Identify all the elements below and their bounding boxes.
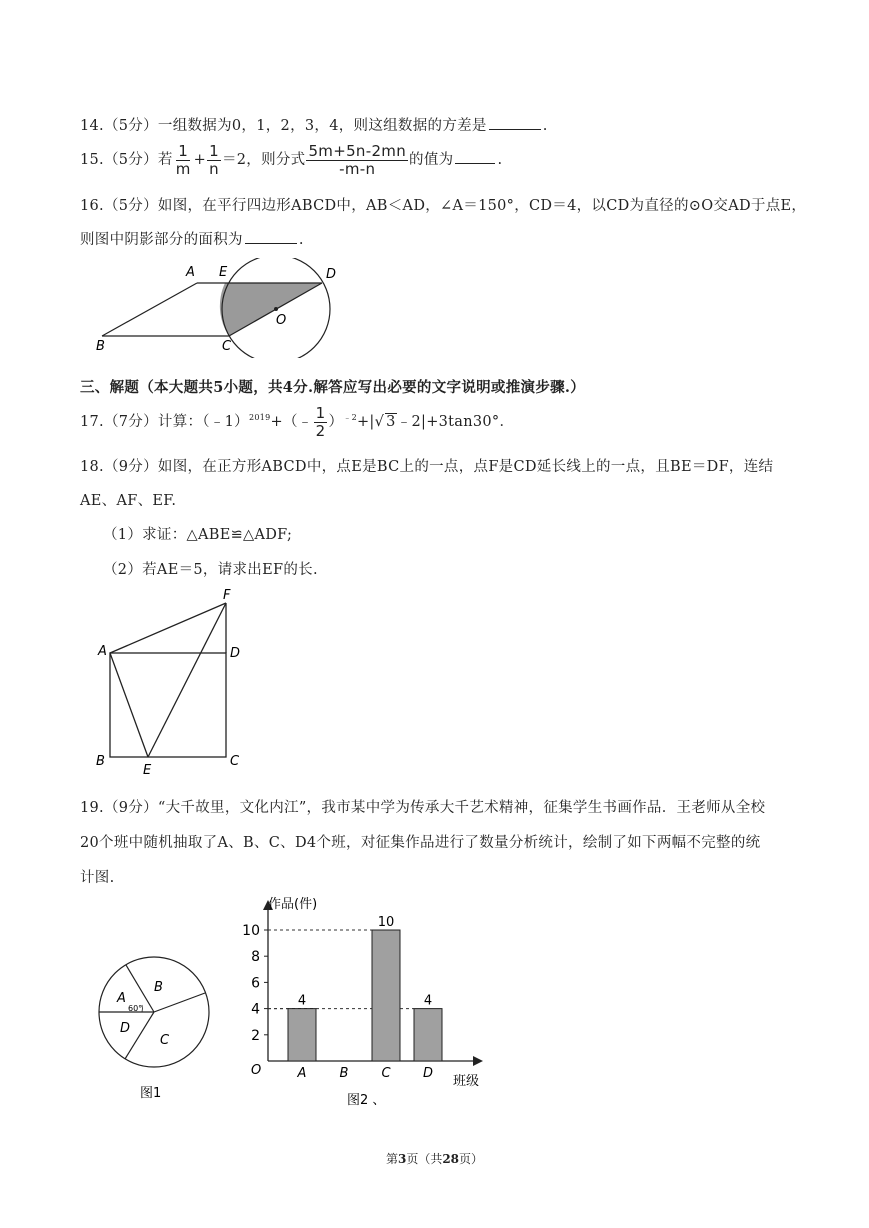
bar-A bbox=[288, 1009, 316, 1061]
q17-exponent-2: ﹣2 bbox=[343, 413, 357, 423]
question-18-line1 bbox=[80, 455, 773, 476]
q18-figure bbox=[90, 585, 260, 780]
bar-chart bbox=[235, 888, 500, 1110]
q16-label-c: C bbox=[222, 339, 232, 354]
q18-text-2: AE、AF、EF. bbox=[80, 493, 177, 509]
q15-answer-blank[interactable] bbox=[455, 149, 495, 165]
q18-segment-af bbox=[110, 603, 226, 653]
q18-subquestion-2: （2）若AE＝5，请求出EF的长. bbox=[103, 562, 318, 578]
q14-text: 一组数据为0，1，2，3，4，则这组数据的方差是 bbox=[157, 118, 487, 134]
q18-label-d: D bbox=[230, 646, 241, 661]
q16-label-d: D bbox=[326, 267, 337, 282]
footer-middle: 页（共 bbox=[406, 1152, 443, 1166]
pie-radius-2 bbox=[154, 993, 205, 1012]
question-19-line2 bbox=[80, 831, 760, 852]
q16-shaded-region bbox=[220, 283, 322, 336]
q17-text-4: +| bbox=[356, 414, 375, 430]
x-tick-label-D: D bbox=[422, 1066, 434, 1081]
q14-end: . bbox=[542, 118, 548, 134]
q17-number: 17. bbox=[80, 414, 104, 430]
x-tick-label-B: B bbox=[339, 1066, 349, 1081]
pie-label-d: D bbox=[120, 1021, 131, 1036]
q14-number: 14. bbox=[80, 118, 104, 134]
y-tick-label-6: 6 bbox=[251, 975, 260, 992]
q18-segment-ae bbox=[110, 653, 148, 757]
q18-label-b: B bbox=[96, 754, 105, 769]
q15-score: （5分） bbox=[103, 152, 158, 168]
q19-text-3: 计图. bbox=[80, 870, 115, 886]
pie-label-b: B bbox=[154, 980, 163, 995]
pie-caption: 图1 bbox=[140, 1086, 162, 1101]
question-19-line3 bbox=[80, 866, 115, 887]
q16-label-e: E bbox=[219, 265, 228, 280]
q16-text-2: 则图中阴影部分的面积为 bbox=[80, 232, 243, 248]
bar-chart-marks bbox=[242, 915, 442, 1081]
q16-figure bbox=[90, 258, 350, 358]
q18-score: （9分） bbox=[103, 459, 158, 475]
q15-fraction-1: $\frac{1}{m}$ bbox=[175, 142, 191, 178]
question-14 bbox=[80, 114, 548, 135]
q18-square-abcd bbox=[110, 653, 226, 757]
x-axis-arrow-icon bbox=[473, 1056, 483, 1066]
q16-text-1: 如图，在平行四边形ABCD中，AB＜AD，∠A＝150°，CD＝4，以CD为直径的⊙O交AD于点E， bbox=[157, 198, 807, 214]
q18-subquestion-1: （1）求证：△ABE≌△ADF; bbox=[103, 527, 293, 543]
pie-figure bbox=[92, 955, 217, 1105]
question-18-line2 bbox=[80, 489, 176, 510]
q15-fraction-3: $\frac{5m+5n-2mn}{-m-n}$ bbox=[308, 142, 407, 178]
q17-text-5: ﹣2|+3tan30°． bbox=[396, 414, 515, 430]
bar-chart-y-label: 作品(件) bbox=[268, 897, 318, 912]
footer-prefix: 第 bbox=[385, 1152, 398, 1166]
y-tick-label-8: 8 bbox=[251, 949, 260, 966]
q18-number: 18. bbox=[80, 459, 104, 475]
q14-answer-blank[interactable] bbox=[489, 115, 541, 131]
x-tick-label-A: A bbox=[297, 1066, 307, 1081]
q15-tail: 的值为 bbox=[409, 152, 454, 168]
section-3-title: 三、解题（本大题共5小题，共4分.解答应写出必要的文字说明或推演步骤.） bbox=[80, 379, 586, 396]
q19-text-1: “大千故里，文化内江”，我市某中学为传承大千艺术精神，征集学生书画作品．王老师从全校 bbox=[157, 800, 766, 816]
question-18-sub1 bbox=[103, 523, 292, 544]
q15-number: 15. bbox=[80, 152, 104, 168]
q19-number: 19. bbox=[80, 800, 104, 816]
q18-segment-ef bbox=[148, 603, 226, 757]
data-label-A: 4 bbox=[297, 993, 307, 1009]
q16-center-dot bbox=[274, 307, 278, 311]
q17-sqrt-value: 3 bbox=[386, 414, 396, 430]
pie-label-a: A bbox=[117, 991, 126, 1006]
q15-if: 若 bbox=[157, 152, 173, 168]
q14-score: （5分） bbox=[103, 118, 158, 134]
question-16-line1 bbox=[80, 194, 806, 215]
x-tick-label-C: C bbox=[381, 1066, 391, 1081]
q16-side-ab bbox=[102, 283, 197, 336]
section-3-heading bbox=[80, 376, 585, 397]
bar-chart-x-label: 班级 bbox=[453, 1074, 480, 1089]
q15-equals: ＝2，则分式 bbox=[221, 152, 306, 168]
pie-label-c: C bbox=[160, 1033, 170, 1048]
page-footer bbox=[0, 1150, 869, 1167]
q17-text-1: 计算：（﹣1） bbox=[157, 414, 249, 430]
bar-D bbox=[414, 1009, 442, 1061]
question-16-line2 bbox=[80, 228, 304, 249]
q16-label-b: B bbox=[96, 339, 105, 354]
q15-end: . bbox=[497, 152, 503, 168]
question-17 bbox=[80, 405, 514, 439]
sqrt-icon: √ bbox=[374, 414, 385, 430]
q17-text-2: +（﹣ bbox=[270, 414, 313, 430]
q18-label-a: A bbox=[98, 644, 107, 659]
q18-label-f: F bbox=[223, 588, 231, 603]
q18-text-1: 如图，在正方形ABCD中，点E是BC上的一点，点F是CD延长线上的一点，且BE＝DF，连结 bbox=[157, 459, 774, 475]
footer-total-pages: 28 bbox=[442, 1152, 460, 1166]
bar-C bbox=[372, 930, 400, 1061]
q16-score: （5分） bbox=[103, 198, 158, 214]
q19-score: （9分） bbox=[103, 800, 158, 816]
footer-suffix: 页） bbox=[459, 1152, 484, 1166]
q16-number: 16. bbox=[80, 198, 104, 214]
pie-angle-label: 60° bbox=[128, 1004, 143, 1013]
data-label-C: 10 bbox=[377, 915, 395, 930]
q16-label-o: O bbox=[276, 313, 287, 328]
q17-score: （7分） bbox=[103, 414, 158, 430]
y-tick-label-2: 2 bbox=[251, 1027, 260, 1044]
bar-chart-caption: 图2 、 bbox=[347, 1093, 386, 1108]
question-19-line1 bbox=[80, 796, 765, 817]
q17-text-3: ） bbox=[328, 414, 344, 430]
bar-chart-origin: O bbox=[251, 1063, 262, 1078]
q17-exponent-1: 2019 bbox=[248, 413, 271, 423]
q15-plus: + bbox=[193, 152, 207, 168]
question-18-sub2 bbox=[103, 558, 318, 579]
q18-label-c: C bbox=[230, 754, 240, 769]
y-tick-label-4: 4 bbox=[251, 1001, 260, 1018]
footer-page-number: 3 bbox=[397, 1152, 407, 1166]
q16-end: . bbox=[298, 232, 304, 248]
q15-fraction-2: $\frac{1}{n}$ bbox=[209, 142, 219, 178]
data-label-D: 4 bbox=[423, 993, 433, 1009]
y-tick-label-10: 10 bbox=[242, 923, 260, 939]
q17-fraction: $\frac{1}{2}$ bbox=[315, 404, 326, 440]
q16-label-a: A bbox=[186, 265, 195, 280]
q16-answer-blank[interactable] bbox=[245, 229, 297, 245]
q18-label-e: E bbox=[143, 763, 152, 778]
question-15 bbox=[80, 143, 502, 177]
q19-text-2: 20个班中随机抽取了A、B、C、D4个班，对征集作品进行了数量分析统计，绘制了如下两幅不完整的统 bbox=[80, 835, 761, 851]
